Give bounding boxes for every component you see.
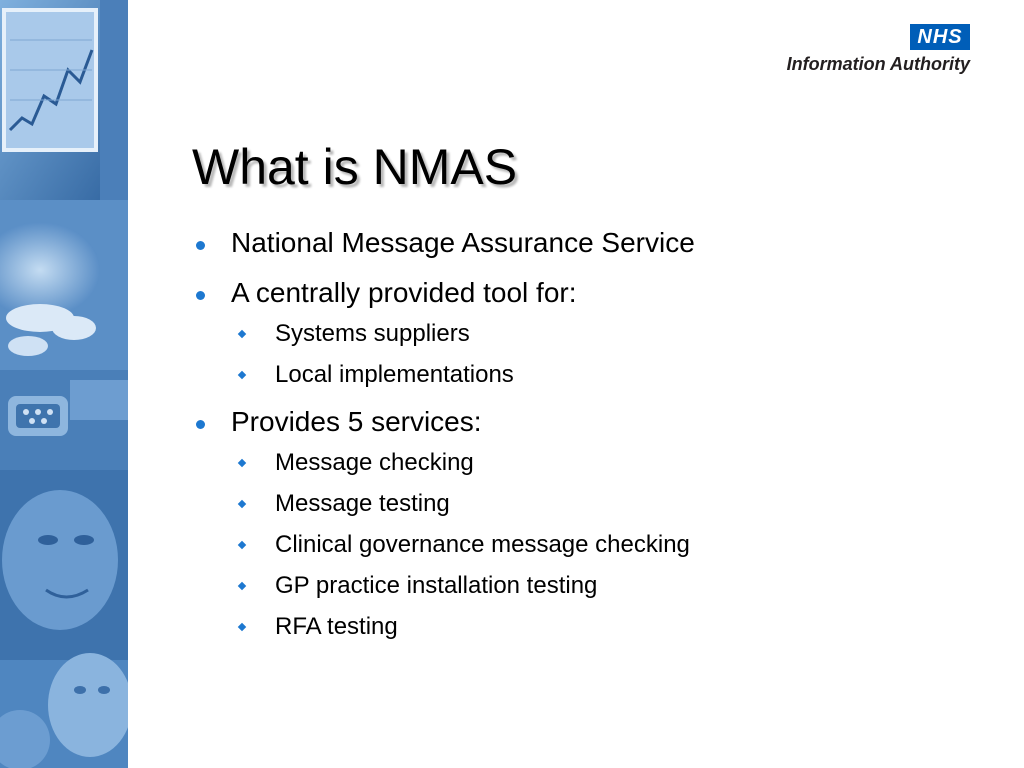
diamond-bullet-icon [238, 623, 246, 631]
sub-bullet-text: Message checking [275, 449, 474, 476]
sub-bullet-item [231, 531, 695, 559]
bullet-dot-icon [196, 291, 205, 300]
sub-bullet-text: Systems suppliers [275, 320, 470, 347]
sub-bullet-list [231, 449, 695, 641]
sub-bullet-item [231, 490, 695, 518]
sub-bullet-list [231, 320, 695, 389]
nhs-information-authority-logo [746, 24, 970, 80]
bullet-dot-icon [196, 420, 205, 429]
bullet-item [192, 226, 695, 260]
decorative-photo-collage-icon [0, 0, 128, 768]
diamond-bullet-icon [238, 330, 246, 338]
sub-bullet-text: Clinical governance message checking [275, 531, 690, 558]
bullet-item [192, 276, 695, 389]
diamond-bullet-icon [238, 541, 246, 549]
side-photo-montage [0, 0, 128, 768]
sub-bullet-item [231, 320, 695, 348]
sub-bullet-text: RFA testing [275, 613, 398, 640]
bullet-text: Provides 5 services: [231, 406, 482, 437]
sub-bullet-text: GP practice installation testing [275, 572, 598, 599]
sub-bullet-item [231, 361, 695, 389]
diamond-bullet-icon [238, 500, 246, 508]
organisation-name: Information Authority [786, 54, 970, 74]
bullet-dot-icon [196, 241, 205, 250]
diamond-bullet-icon [238, 582, 246, 590]
bullet-text: National Message Assurance Service [231, 227, 695, 258]
bullet-list [192, 226, 695, 657]
sub-bullet-item [231, 572, 695, 600]
bullet-item [192, 405, 695, 641]
sub-bullet-text: Local implementations [275, 361, 514, 388]
nhs-badge: NHS [910, 24, 970, 50]
diamond-bullet-icon [238, 459, 246, 467]
diamond-bullet-icon [238, 371, 246, 379]
slide-title: What is NMAS [192, 139, 518, 195]
sub-bullet-item [231, 613, 695, 641]
sub-bullet-text: Message testing [275, 490, 450, 517]
sub-bullet-item [231, 449, 695, 477]
bullet-text: A centrally provided tool for: [231, 277, 577, 308]
